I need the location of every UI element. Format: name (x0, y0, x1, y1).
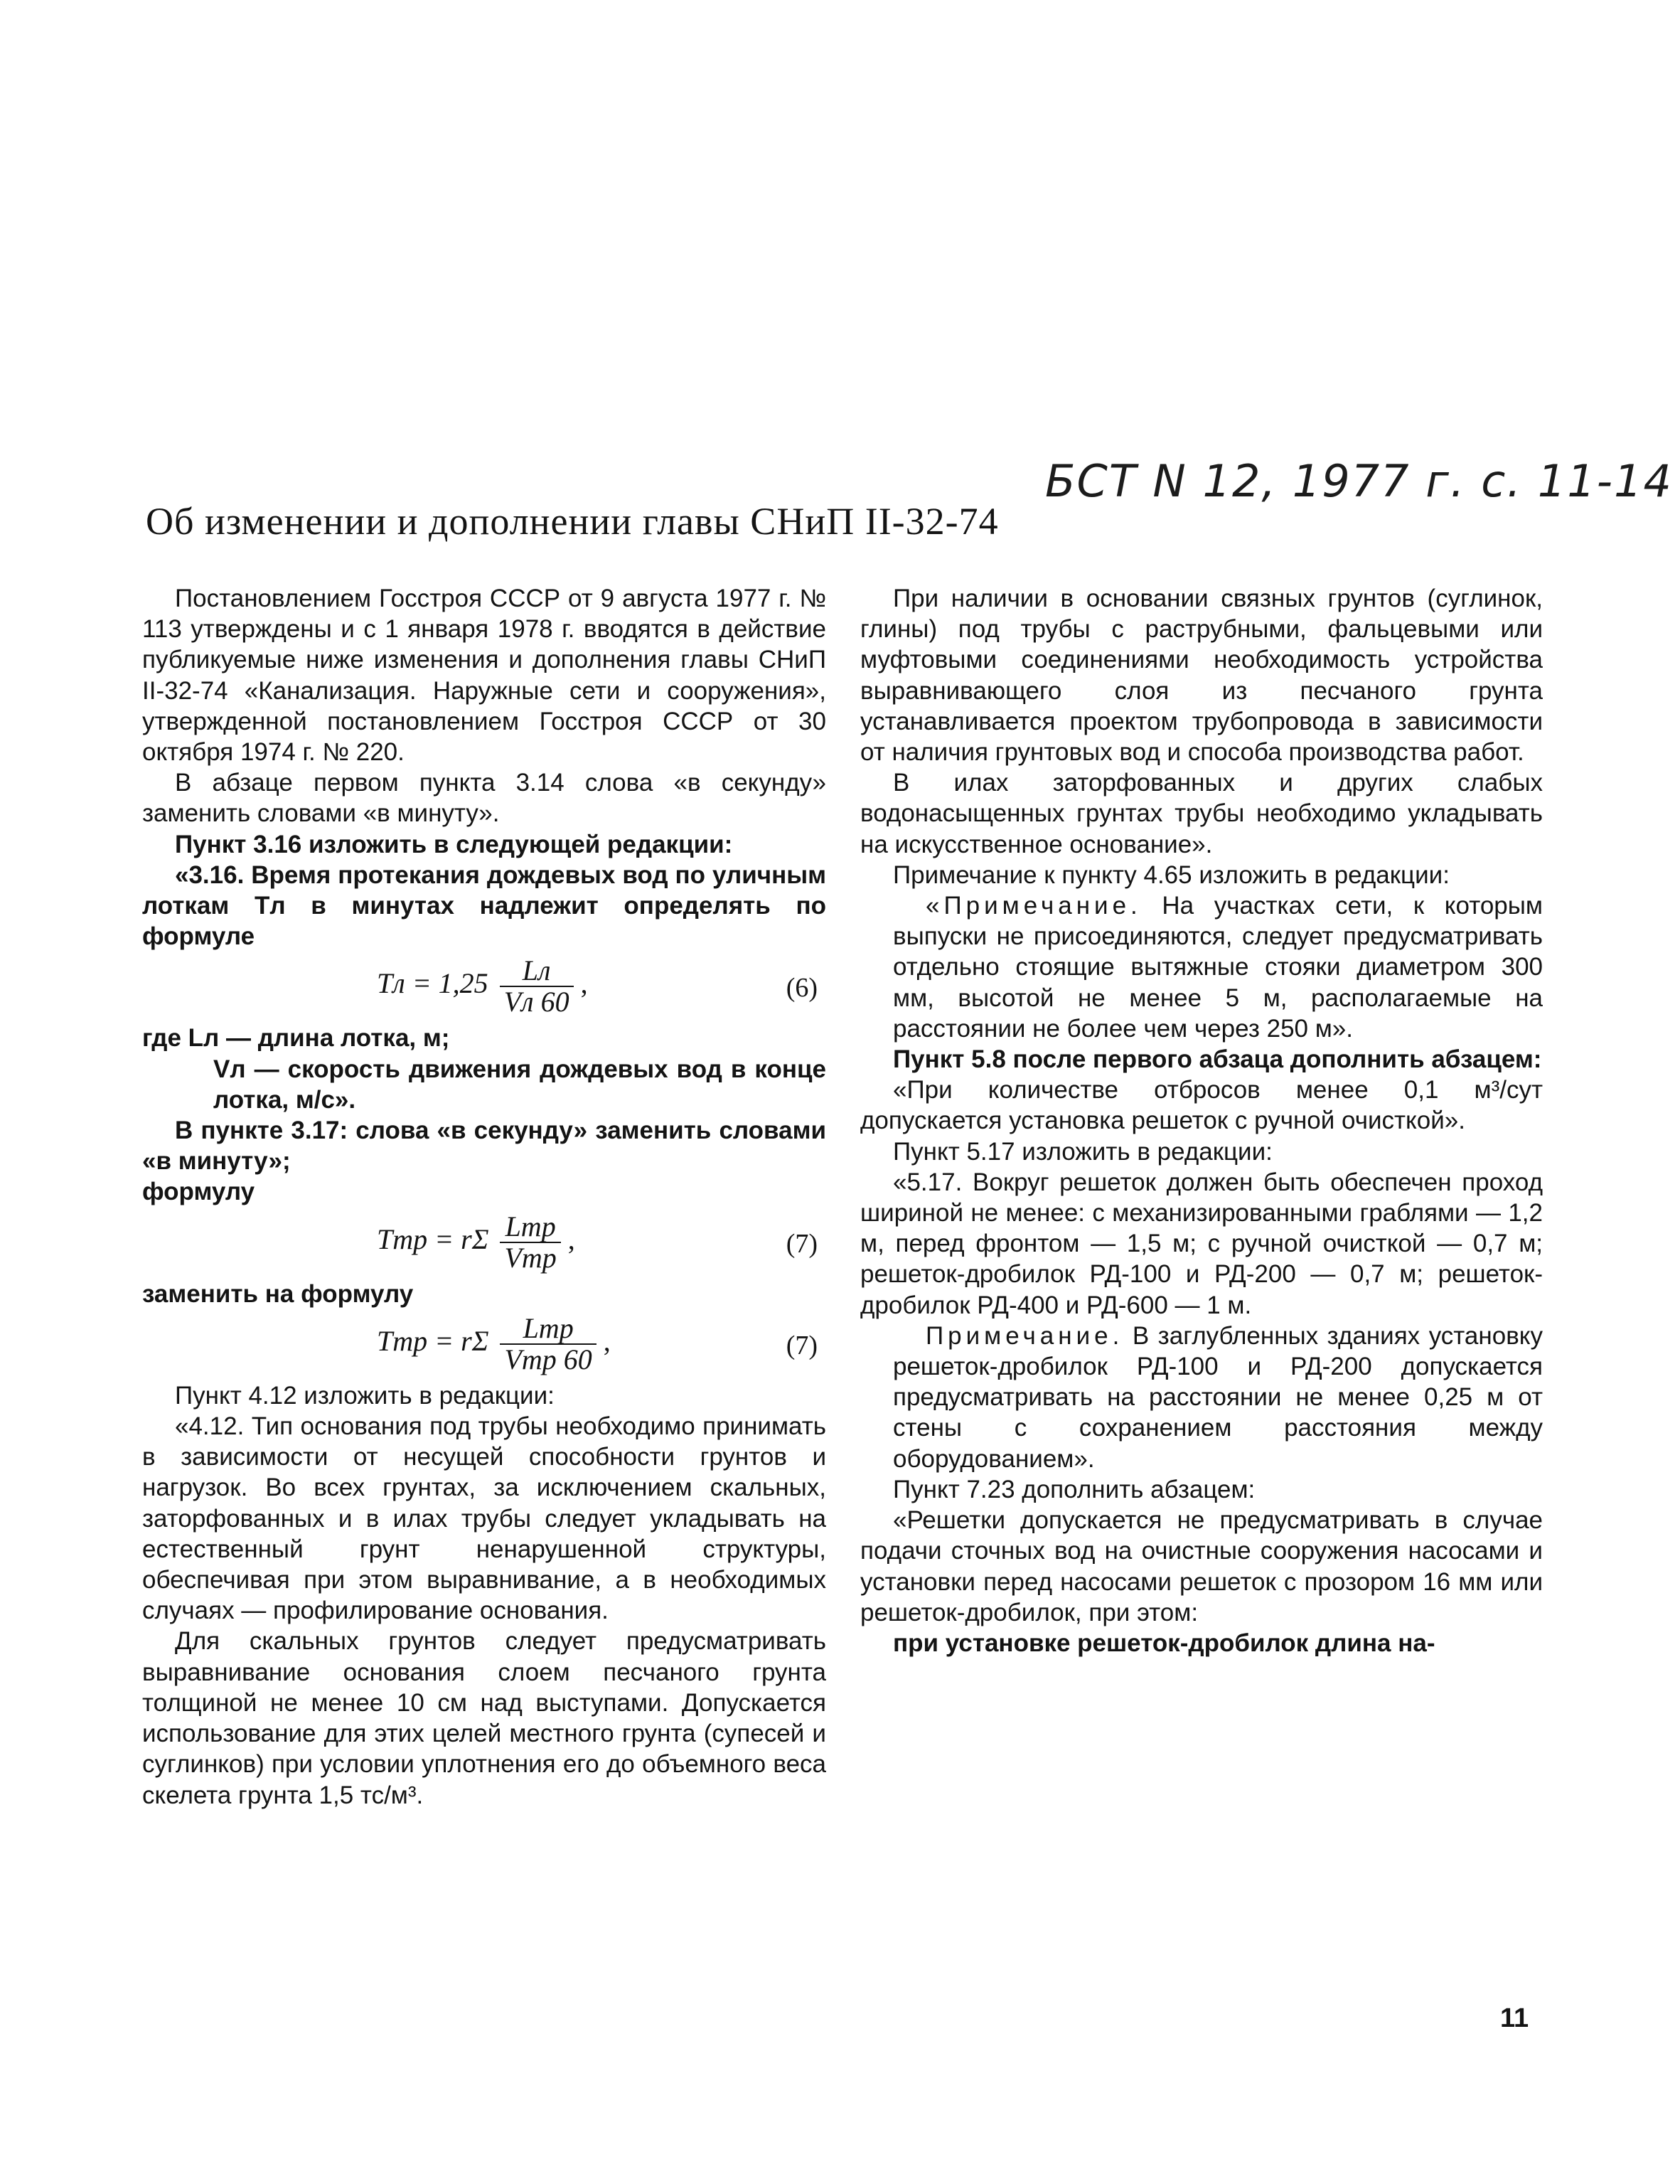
formula-expression (377, 956, 588, 1017)
paragraph: Примечание к пункту 4.65 изложить в редакции: (893, 861, 1450, 889)
formula-fraction (500, 956, 574, 1017)
paragraph: Vл — скорость движения дождевых вод в конце лотка, м/с». (213, 1055, 826, 1114)
formula-6 (142, 952, 826, 1023)
paragraph: Пункт 5.17 изложить в редакции: (893, 1137, 1273, 1166)
formula-7-old (142, 1208, 826, 1279)
paragraph: формулу (142, 1178, 255, 1206)
equation-number: (7) (786, 1330, 818, 1360)
formula-tail: , (580, 967, 588, 1000)
paragraph: «5.17. Вокруг решеток должен быть обеспечен проход шириной не менее: с механизированными граблями — 1,2 м, перед фронтом — 1,5 м; с ручной очисткой — 0,7 м; решеток-дробилок РД-100 и РД-200 — 0,7 м; решеток-дробилок РД-400 и РД-600 — 1 м. (860, 1168, 1543, 1319)
paragraph: Пункт 7.23 дополнить абзацем: (893, 1475, 1256, 1503)
paragraph: «Решетки допускается не предусматривать в случае подачи сточных вод на очистные сооружения насосами и установки перед насосами решеток с прозором 16 мм или решеток-дробилок, при этом: (860, 1506, 1543, 1626)
formula-expression (377, 1311, 611, 1375)
equation-number: (7) (786, 1228, 818, 1259)
formula-denominator: Vтр (504, 1241, 557, 1274)
paragraph: «4.12. Тип основания под трубы необходимо принимать в зависимости от несущей способности грунтов и нагрузок. Во всех грунтах, за исключением скальных, заторфованных и в илах трубы следует укладывать на естественный грунт ненарушенной структуры, обеспечивая при этом выравнивание, а в необходимых случаях — профилирование основания. (142, 1412, 826, 1625)
paragraph: При наличии в основании связных грунтов (суглинок, глины) под трубы с раструбными, фальцевыми или муфтовыми соединениями необходимость устройства выравнивающего слоя из песчаного грунта устанавливается проектом трубопровода в зависимости от наличия грунтовых вод и способа производства работ. (860, 585, 1543, 767)
page-number: 11 (1500, 2003, 1529, 2033)
note-paragraph (860, 1321, 1543, 1474)
paragraph: Для скальных грунтов следует предусматривать выравнивание основания слоем песчаного грунта толщиной не менее 10 см над выступами. Допускается использование для этих целей местного грунта (супесей и суглинков) при условии уплотнения его до объемного веса скелета грунта 1,5 тс/м³. (142, 1627, 826, 1809)
paragraph: Пункт 3.16 изложить в следующей редакции: (175, 830, 733, 858)
formula-numerator: Lтр (500, 1212, 560, 1243)
paragraph: при установке решеток-дробилок длина на- (893, 1629, 1435, 1657)
paragraph: «3.16. Время протекания дождевых вод по уличным лоткам Tл в минутах надлежит определять по формуле (142, 861, 826, 951)
note-label: «Примечание. (926, 892, 1142, 920)
formula-lhs: Tл = 1,25 (377, 967, 488, 1000)
paragraph: «При количестве отбросов менее 0,1 м³/сут допускается установка решеток с ручной очисткой». (860, 1076, 1543, 1135)
formula-fraction (500, 1212, 560, 1273)
formula-lhs: Tтр = rΣ (377, 1325, 489, 1358)
formula-expression (377, 1212, 575, 1273)
formula-tail: , (603, 1325, 611, 1358)
formula-denominator: Vтр 60 (504, 1343, 592, 1375)
paragraph: Пункт 4.12 изложить в редакции: (175, 1381, 555, 1410)
formula-numerator: Lл (500, 956, 574, 987)
formula-tail: , (567, 1222, 575, 1255)
formula-lhs: Tтр = rΣ (377, 1222, 489, 1255)
paragraph: Постановлением Госстроя СССР от 9 августа 1977 г. № 113 утверждены и с 1 января 1978 г. вводятся в действие публикуемые ниже изменения и дополнения главы СНиП II-32-74 «Канализация. Наружные сети и сооружения», утвержденной постановлением Госстроя СССР от 30 октября 1974 г. № 220. (142, 585, 826, 767)
note-paragraph (860, 890, 1543, 1044)
handwritten-reference: БСТ N 12, 1977 г. с. 11-14 (1045, 455, 1673, 507)
formula-numerator: Lтр (500, 1314, 596, 1345)
paragraph: В илах заторфованных и других слабых водонасыщенных грунтах трубы необходимо укладывать на искусственное основание». (860, 769, 1543, 858)
paragraph: Пункт 5.8 после первого абзаца дополнить абзацем: (893, 1045, 1542, 1074)
note-label: Примечание. (926, 1321, 1124, 1350)
equation-number: (6) (786, 973, 818, 1003)
left-column (142, 583, 826, 1811)
paragraph: В пункте 3.17: слова «в секунду» заменить словами «в минуту»; (142, 1117, 826, 1176)
document-title: Об изменении и дополнении главы СНиП II-32-74 (146, 500, 999, 543)
paragraph: заменить на формулу (142, 1279, 414, 1308)
paragraph: где Lл — длина лотка, м; (142, 1024, 450, 1053)
paragraph: В абзаце первом пункта 3.14 слова «в секунду» заменить словами «в минуту». (142, 769, 826, 828)
formula-fraction (500, 1311, 596, 1375)
note-text: На участках сети, к которым выпуски не присоединяются, следует предусматривать отдельно стоящие вытяжные стояки диаметром 300 мм, высотой не менее 5 м, располагаемые на расстоянии не более чем через 250 м». (893, 892, 1543, 1043)
formula-7-new (142, 1309, 826, 1380)
note-text: В заглубленных зданиях установку решеток-дробилок РД-100 и РД-200 допускается предусматривать на расстоянии не менее 0,25 м от стены с сохранением расстояния между оборудованием». (893, 1321, 1543, 1473)
formula-denominator: Vл 60 (503, 986, 569, 1018)
right-column (860, 583, 1543, 1658)
